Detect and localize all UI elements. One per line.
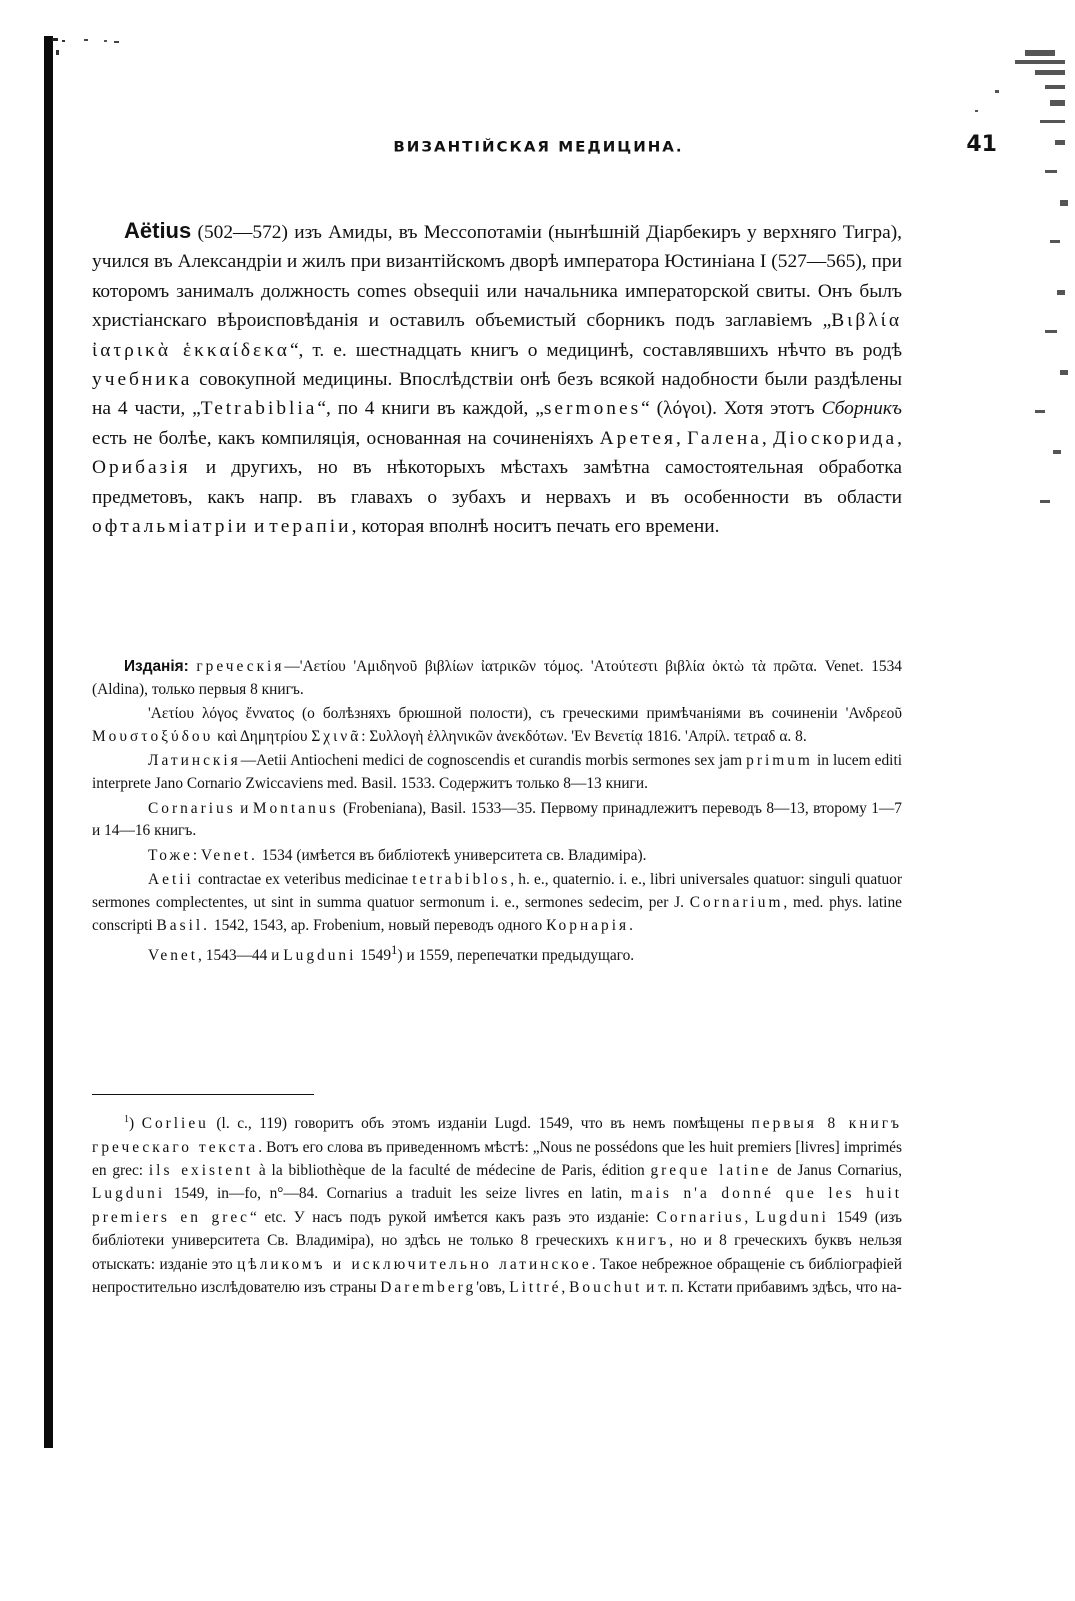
text-run: и т. п. Кстати прибавимъ здѣсь, что на-: [642, 1278, 902, 1296]
text-run: .: [629, 916, 633, 934]
text-run: 1534 (имѣется въ библіотекѣ университета св. Владиміра).: [257, 846, 647, 864]
spaced-name: Μουστοξύδου: [92, 727, 214, 745]
spaced-word: tetrabiblos: [412, 871, 511, 889]
text-run: “, по 4 книги въ каждой, „: [317, 398, 544, 420]
text-run: “ (λόγοι). Хотя этотъ: [641, 398, 822, 420]
edition-cornarius-montanus: [92, 798, 902, 843]
footnote-ref: 1: [391, 943, 398, 958]
spaced-word: Lugduni: [283, 947, 357, 965]
text-run: ,: [675, 427, 688, 449]
footnote-rule: [92, 1094, 314, 1095]
scan-noise-top-left: [44, 36, 134, 58]
edition-venet-1534: [92, 845, 902, 868]
text-run: 1549 (изъ библіотеки университета Св. Владиміра), но здѣсь не только 8 греческихъ: [92, 1208, 902, 1250]
spaced-name: Діоскорида: [773, 427, 898, 449]
text-run: (l. c., 119) говоритъ объ этомъ изданіи Lugd. 1549, что въ немъ помѣщены: [208, 1115, 752, 1133]
spaced-word: Lugduni: [92, 1185, 166, 1203]
spaced-name: Daremberg: [380, 1278, 477, 1296]
edition-greek: [92, 656, 902, 701]
text-run: 1549, in—fo, n°—84. Cornarius a traduit les seize livres en latin,: [165, 1185, 631, 1203]
text-run: à la bibliothèque de la faculté de médecine de Paris, édition: [253, 1161, 651, 1179]
spaced-name: Corlieu: [141, 1115, 209, 1133]
lead-name: Aëtius: [124, 218, 192, 243]
text-run: есть не болѣе, какъ компиляція, основанная на сочиненіяхъ: [92, 427, 600, 449]
italic-word: Сборникъ: [821, 398, 902, 420]
spaced-word: Venet.: [200, 846, 258, 864]
edition-venet-lugduni: [92, 939, 902, 968]
editions-section: [92, 656, 902, 970]
scan-binding-edge: [44, 36, 53, 1448]
text-run: (Frobeniana), Basil. 1533—35. Первому принадлежитъ переводъ 8—13, второму 1—7 и 14—16 книгъ.: [92, 799, 902, 840]
running-header: [80, 132, 997, 178]
text-run: in lucem editi interprete Jano Cornario Zwiccaviens med. Basil. 1533. Содержитъ только 8—13 книги.: [92, 752, 902, 792]
text-run: —Aetii Antiocheni medici de cognoscendis et curandis morbis sermones sex jam: [240, 752, 747, 770]
text-run: , med. phys. latine conscripti: [92, 893, 902, 934]
spaced-word: Aetii: [148, 871, 194, 889]
text-run: “ etc. У насъ подъ рукой имѣется какъ разъ это изданіе:: [250, 1208, 657, 1226]
spaced-name: Cornarium: [689, 893, 784, 911]
spaced-phrase: первыя 8 книгъ греческаго текста: [92, 1115, 902, 1156]
text-run: ): [129, 1115, 142, 1133]
spaced-name: Bouchut: [569, 1278, 643, 1296]
text-run: ,: [744, 1208, 756, 1226]
spaced-word: Тоже: [148, 846, 193, 864]
running-title: ВИЗАНТІЙСКАЯ МЕДИЦИНА.: [393, 138, 684, 156]
spaced-phrase: цѣликомъ и исключительно латинское: [237, 1255, 592, 1273]
spaced-phrase: greque latine: [650, 1161, 772, 1179]
text-run: . Такое небрежное обращеніе съ библіографіей непростительно изслѣдователю изъ страны: [92, 1255, 902, 1296]
text-run: (502—572) изъ Амиды, въ Мессопотаміи (нынѣшній Діарбекиръ у верхняго Тигра), учился въ Александріи и жилъ при византійскомъ дворѣ императора Юстиніана I (527—565), при которомъ занималъ должность comes obsequii или начальника императорской свиты. Онъ былъ христіанскаго вѣроисповѣданія и оставилъ объемистый сборникъ подъ заглавіемъ „: [92, 222, 902, 332]
text-run: и: [235, 799, 253, 817]
spaced-name: Montanus: [252, 799, 339, 817]
spaced-word: Basil.: [156, 916, 211, 934]
spaced-word: Venet: [148, 947, 199, 965]
spaced-word: терапіи: [269, 516, 352, 538]
text-run: и: [249, 516, 270, 538]
spaced-name: Галена: [687, 427, 762, 449]
text-run: καὶ Δημητρίου: [213, 727, 312, 745]
text-run: “, т. е. шестнадцать книгъ о медицинѣ, составлявшихъ нѣчто въ родѣ: [289, 339, 902, 361]
text-run: 1542, 1543, ap. Frobenium, новый переводъ одного: [210, 916, 547, 934]
editions-label: Изданія:: [124, 658, 189, 675]
text-run: совокупной медицины. Впослѣдствіи онѣ безъ всякой надобности были раздѣлены на 4 части, „: [92, 369, 902, 420]
spaced-phrase: mais n'a donné que les huit premiers en grec: [92, 1185, 903, 1226]
main-paragraph: [92, 216, 902, 541]
spaced-name: Cornarius: [148, 799, 236, 817]
spaced-word: sermones: [543, 398, 642, 420]
text-run: , h. e., quaternio. i. e., libri universales quatuor: singuli quatuor sermones complectentes, ut sint in summa quatuor sermonum i. e., sermones sedecim, per J.: [92, 871, 902, 911]
text-run: de Janus Cornarius,: [771, 1161, 902, 1179]
greek-title: Βιβλία ἰατρικὰ ἑκκαίδεκα: [92, 310, 902, 361]
spaced-name: Орибазія: [92, 457, 191, 479]
text-run: ,: [561, 1278, 570, 1296]
edition-latin: [92, 750, 902, 795]
spaced-word: Lugduni: [755, 1208, 829, 1226]
spaced-name: Cornarius: [656, 1208, 745, 1226]
text-run: —'Αετίου 'Αμιδηνοῦ βιβλίων ἰατρικῶν τόμος. 'Ατούτεστι βιβλία ὀκτὼ τὰ πρῶτα. Venet. 1534 (Aldina), только первыя 8 книгъ.: [92, 658, 902, 698]
edition-greek-ix: [92, 703, 902, 748]
text-run: ) и 1559, перепечатки предыдущаго.: [397, 947, 635, 965]
spaced-word: книгъ: [615, 1232, 670, 1250]
spaced-word: Латинскія: [148, 752, 241, 770]
spaced-phrase: ils existent: [148, 1161, 254, 1179]
text-run: , которая вполнѣ носитъ печать его времени.: [351, 516, 720, 538]
text-run: , но и 8 греческихъ буквъ нельзя отыскать: изданіе это: [92, 1232, 902, 1273]
footnote-mark: 1: [124, 1114, 129, 1125]
spaced-word: Tetrabiblia: [200, 398, 318, 420]
text-run: ,: [761, 427, 774, 449]
footnote: [92, 1108, 902, 1299]
text-run: :: [192, 846, 201, 864]
text-run: ,: [897, 427, 902, 449]
text-run: contractae ex veteribus medicinae: [193, 871, 413, 889]
spaced-name: Littré: [509, 1278, 562, 1296]
text-run: . Вотъ его слова въ приведенномъ мѣстѣ: „Nous ne possédons que les huit premiers [livres] imprimés en grec:: [92, 1138, 902, 1179]
text-run: 'овъ,: [476, 1278, 510, 1296]
spaced-word: primum: [746, 752, 813, 770]
text-run: , 1543—44 и: [198, 947, 284, 965]
text-run: : Συλλογὴ ἑλληνικῶν ἀνεκδότων. 'Εν Βενετίᾳ 1816. 'Απρίλ. τετραδ α. 8.: [361, 727, 807, 745]
page-number: 41: [966, 132, 997, 157]
edition-tetrabiblos: [92, 869, 902, 937]
spaced-name: Аретея: [599, 427, 676, 449]
spaced-word: офтальміатріи: [92, 516, 250, 538]
text-run: и другихъ, но въ нѣкоторыхъ мѣстахъ замѣтна самостоятельная обработка предметовъ, какъ напр. въ главахъ о зубахъ и нервахъ и въ особенности въ области: [92, 457, 902, 508]
spaced-name: Корнарія: [546, 916, 630, 934]
spaced-word: греческія: [196, 658, 285, 675]
text-run: 'Αετίου λόγος ἔννατος (о болѣзняхъ брюшной полости), съ греческими примѣчаніями въ сочиненіи 'Ανδρεοῦ: [148, 705, 902, 723]
spaced-word: учебника: [92, 369, 193, 391]
text-run: 1549: [356, 947, 392, 965]
spaced-name: Σχινᾶ: [311, 727, 362, 745]
